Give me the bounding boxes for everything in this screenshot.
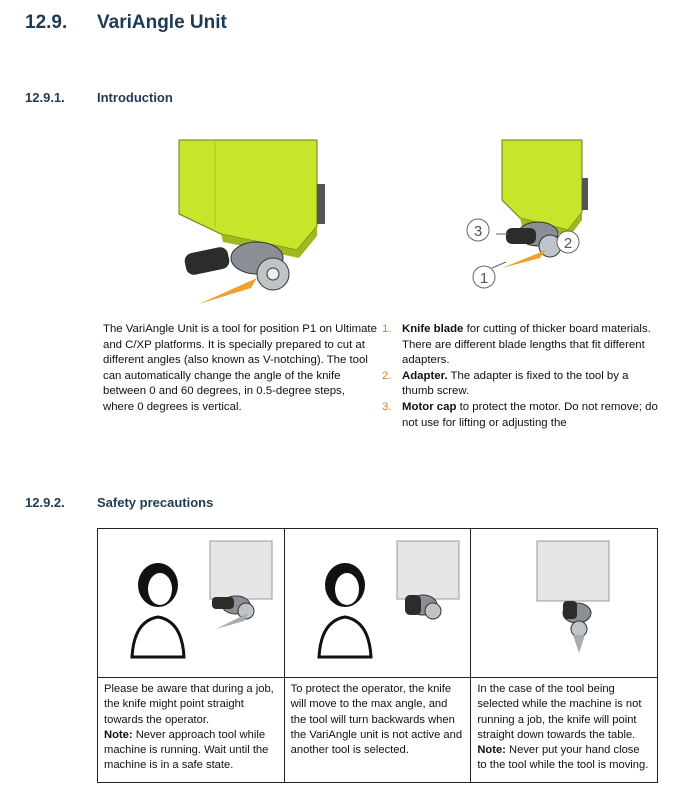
safety-text-cell [284, 678, 471, 783]
safety-text-cell [471, 678, 658, 783]
safety-image-cell [284, 529, 471, 678]
safety-text: In the case of the tool being selected while the machine is not running a job, the knife will point straight down towards the table. [477, 683, 642, 741]
safety-text-row [98, 678, 658, 783]
intro-title: Introduction [97, 90, 173, 105]
safety-text: Please be aware that during a job, the knife might point straight towards the operator. [104, 683, 274, 726]
list-item [382, 322, 662, 369]
note-label: Note: [477, 744, 506, 757]
section-number: 12.9. [25, 12, 68, 33]
safety-number: 12.9.2. [25, 495, 65, 510]
note-text: Never put your hand close to the tool while the tool is moving. [477, 744, 649, 772]
safety-image-cell [98, 529, 285, 678]
callout-2: 2 [563, 235, 573, 252]
operator-warning-illustration [98, 529, 284, 665]
list-number: 2. [382, 369, 392, 382]
note-label: Note: [104, 728, 133, 741]
safety-image-cell [471, 529, 658, 678]
list-term: Knife blade [402, 323, 464, 335]
safety-table [97, 528, 658, 783]
list-item [382, 400, 662, 431]
callout-1: 1 [479, 270, 489, 287]
list-number: 3. [382, 400, 392, 413]
list-term: Adapter. [402, 369, 448, 382]
list-text: The adapter is fixed to the tool by a thumb screw. [402, 369, 629, 398]
list-term: Motor cap [402, 400, 457, 413]
variangle-tool-illustration [177, 138, 337, 308]
safety-image-row [98, 529, 658, 678]
safety-text-cell [98, 678, 285, 783]
callout-3: 3 [473, 223, 483, 240]
list-text: to protect the motor. Do not remove; do not use for lifting or adjusting the [402, 400, 658, 429]
intro-number: 12.9.1. [25, 90, 65, 105]
intro-paragraph: The VariAngle Unit is a tool for position P1 on Ultimate and C/XP platforms. It is specially prepared to cut at different angles (also known as V-notching). The tool can automatically change the angle of the knife between 0 and 60 degrees, in 0.5-degree steps, where 0 degrees is vertical. [103, 323, 377, 413]
section-title: VariAngle Unit [97, 12, 227, 33]
list-number: 1. [382, 323, 392, 335]
tool-retracted-illustration [285, 529, 471, 665]
safety-text: To protect the operator, the knife will move to the max angle, and the tool will turn backwards when the VariAngle unit is not active and another tool is selected. [290, 683, 463, 757]
variangle-parts-illustration [462, 138, 602, 293]
list-item [382, 369, 662, 400]
list-text: for cutting of thicker board materials. There are different blade lengths that fit different adapters. [402, 323, 651, 367]
note-text: Never approach tool while machine is running. Wait until the machine is in a safe state. [104, 728, 269, 772]
safety-title: Safety precautions [97, 495, 214, 510]
tool-vertical-illustration [471, 529, 657, 665]
parts-list [382, 322, 662, 431]
